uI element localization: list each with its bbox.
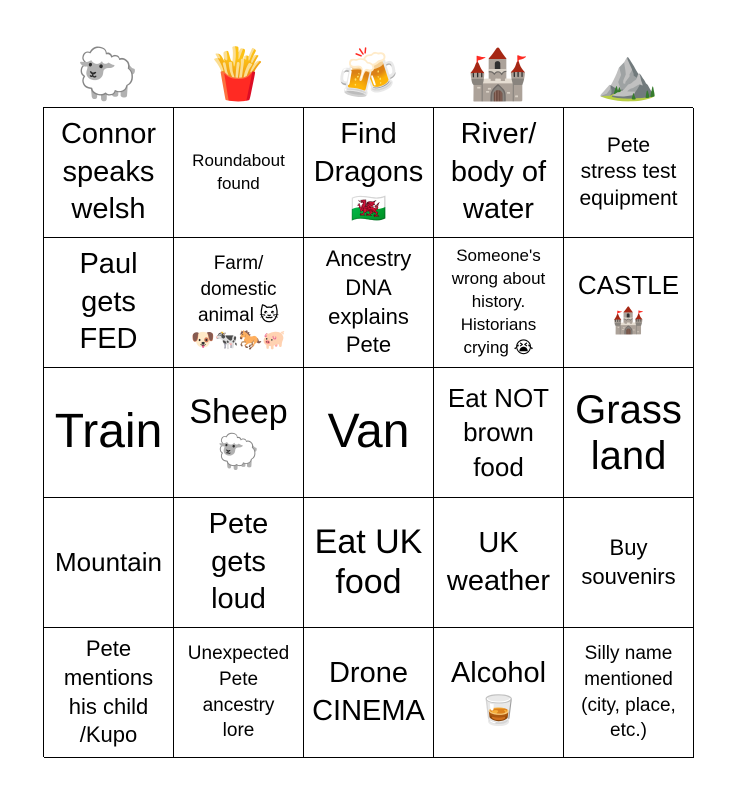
mountain-icon: ⛰️ bbox=[596, 45, 660, 103]
cell-label: River/ body of water bbox=[450, 117, 547, 226]
cell-drone-cinema[interactable] bbox=[304, 628, 434, 758]
beer-mugs-icon: 🍻 bbox=[336, 45, 400, 103]
cell-label: Roundabout found bbox=[192, 150, 285, 193]
cell-farm-domestic-animal[interactable] bbox=[174, 238, 304, 368]
cell-label: Alcohol 🥃 bbox=[450, 656, 547, 727]
cell-label: Ancestry DNA explains Pete bbox=[325, 246, 412, 358]
cell-silly-name[interactable] bbox=[564, 628, 694, 758]
cell-pete-stress-test[interactable] bbox=[564, 108, 694, 238]
cell-ancestry-dna[interactable] bbox=[304, 238, 434, 368]
cell-label: Train bbox=[54, 405, 163, 459]
bingo-header bbox=[43, 42, 693, 106]
cell-label: Someone's wrong about history. Historians crying 😭 bbox=[451, 246, 546, 357]
cell-label: Unexpected Pete ancestry lore bbox=[187, 643, 290, 742]
cell-label: CASTLE 🏰 bbox=[577, 270, 680, 335]
cell-label: Paul gets FED bbox=[79, 247, 138, 356]
cell-train[interactable] bbox=[44, 368, 174, 498]
bingo-board bbox=[43, 107, 693, 757]
cell-eat-uk-food[interactable] bbox=[304, 498, 434, 628]
castle-icon: 🏰 bbox=[466, 45, 530, 103]
cell-someone-wrong-history[interactable] bbox=[434, 238, 564, 368]
cell-label: Pete stress test equipment bbox=[579, 134, 678, 210]
cell-find-dragons[interactable] bbox=[304, 108, 434, 238]
cell-label: Sheep 🐑 bbox=[189, 393, 288, 471]
cell-label: Connor speaks welsh bbox=[60, 117, 157, 226]
cell-label: Eat UK food bbox=[314, 523, 423, 601]
cell-sheep[interactable] bbox=[174, 368, 304, 498]
cell-connor-speaks-welsh[interactable] bbox=[44, 108, 174, 238]
cell-uk-weather[interactable] bbox=[434, 498, 564, 628]
cell-river-body-of-water[interactable] bbox=[434, 108, 564, 238]
cell-pete-mentions-child[interactable] bbox=[44, 628, 174, 758]
cell-label: Grass land bbox=[575, 387, 682, 478]
cell-castle[interactable] bbox=[564, 238, 694, 368]
cell-label: Farm/ domestic animal 🐱 🐶🐄🐎🐖 bbox=[191, 253, 286, 352]
cell-mountain[interactable] bbox=[44, 498, 174, 628]
cell-label: Mountain bbox=[55, 547, 162, 578]
cell-label: Buy souvenirs bbox=[581, 534, 676, 589]
cell-buy-souvenirs[interactable] bbox=[564, 498, 694, 628]
cell-unexpected-ancestry-lore[interactable] bbox=[174, 628, 304, 758]
cell-van[interactable] bbox=[304, 368, 434, 498]
cell-label: Eat NOT brown food bbox=[447, 383, 550, 482]
cell-label: Pete gets loud bbox=[208, 507, 269, 616]
cell-label: UK weather bbox=[446, 526, 551, 597]
cell-eat-not-brown-food[interactable] bbox=[434, 368, 564, 498]
cell-pete-gets-loud[interactable] bbox=[174, 498, 304, 628]
cell-grass-land[interactable] bbox=[564, 368, 694, 498]
sheep-icon: 🐑 bbox=[76, 45, 140, 103]
cell-label: Pete mentions his child /Kupo bbox=[63, 636, 154, 748]
french-fries-icon: 🍟 bbox=[206, 45, 270, 103]
cell-roundabout-found[interactable] bbox=[174, 108, 304, 238]
cell-label: Drone CINEMA bbox=[312, 656, 425, 727]
cell-label: Silly name mentioned (city, place, etc.) bbox=[581, 643, 676, 742]
cell-label: Van bbox=[327, 405, 410, 459]
cell-label: Find Dragons 🏴󠁧󠁢󠁷󠁬󠁳󠁿 bbox=[313, 117, 424, 226]
cell-alcohol[interactable] bbox=[434, 628, 564, 758]
cell-paul-gets-fed[interactable] bbox=[44, 238, 174, 368]
